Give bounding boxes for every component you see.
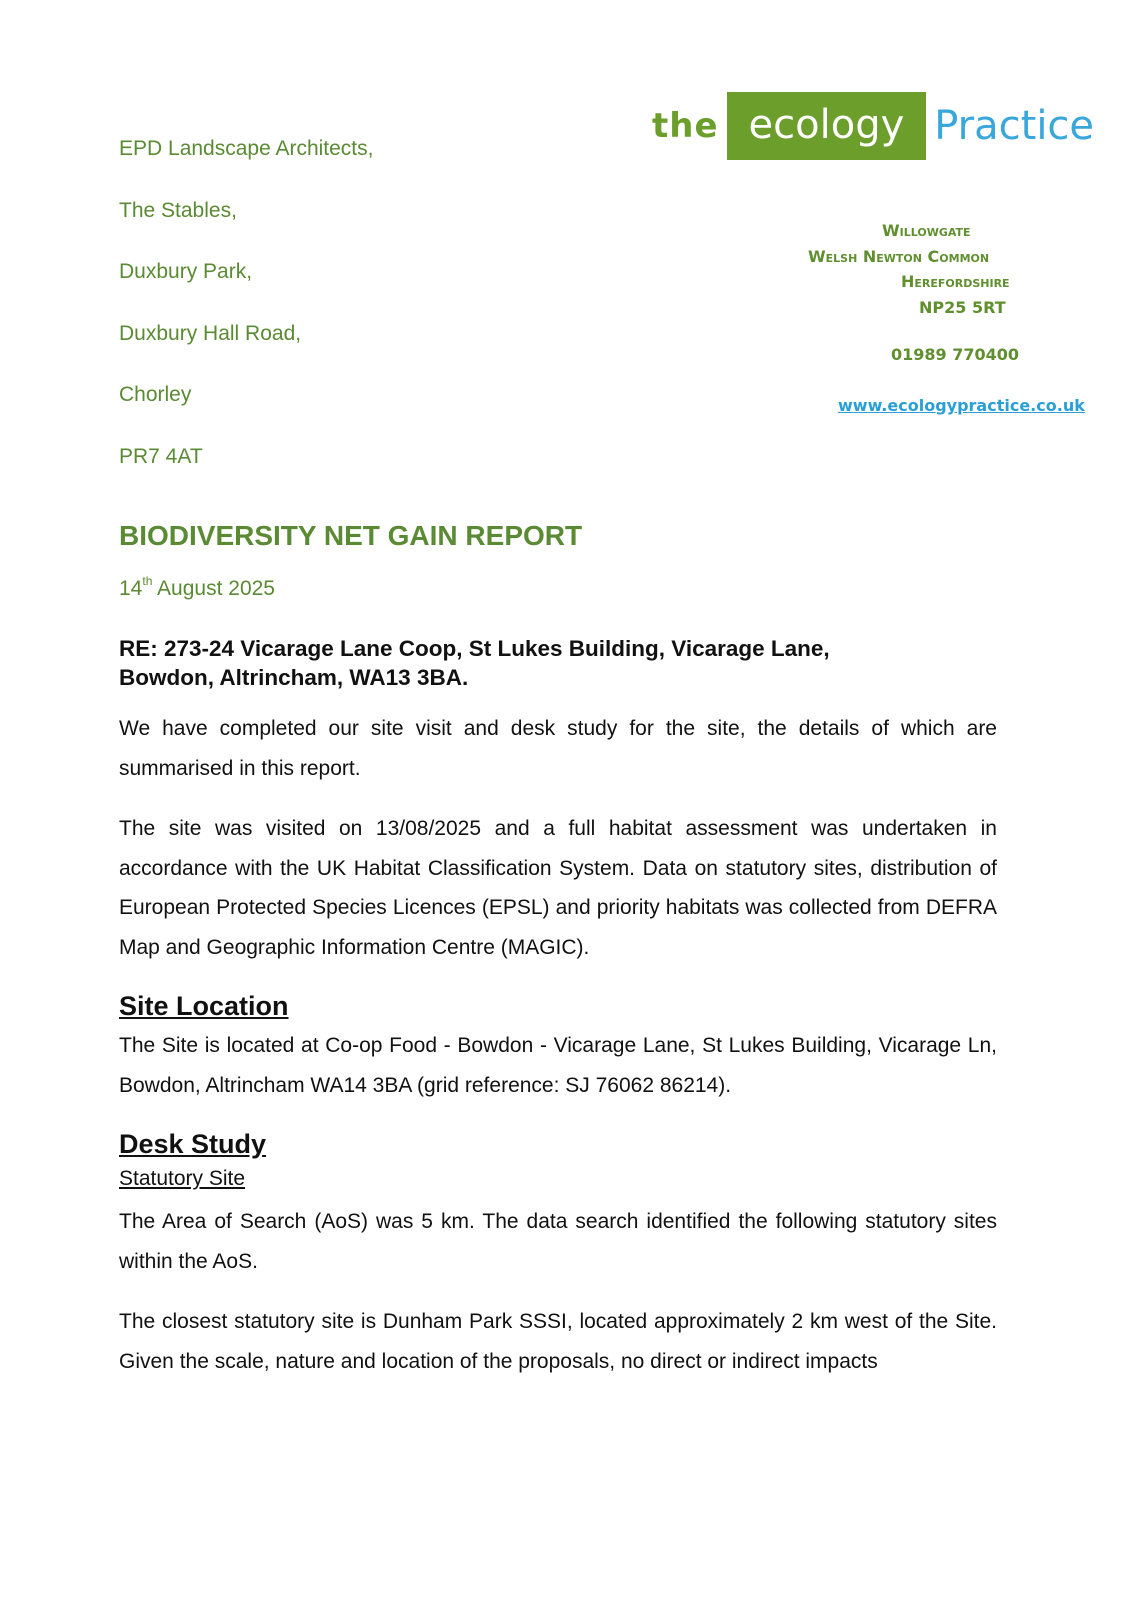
- recipient-line: EPD Landscape Architects,: [119, 137, 374, 160]
- statutory-site-subheading: Statutory Site: [119, 1167, 246, 1190]
- report-date-suffix: th: [142, 574, 153, 588]
- site-visit-paragraph: The site was visited on 13/08/2025 and a full habitat assessment was undertaken in accordance with the UK Habitat Classification System. Data on statutory sites, distribution of European Protected Species Licences (EPSL) and priority habitats was collected from DEFRA Map and Geographic Information Centre (MAGIC).: [119, 817, 997, 959]
- company-logo: [652, 92, 1094, 160]
- company-address: [782, 218, 1082, 320]
- recipient-line: Duxbury Hall Road,: [119, 321, 302, 345]
- company-phone: 01989 770400: [891, 345, 1020, 364]
- closest-statutory-site-paragraph: The closest statutory site is Dunham Park SSSI, located approximately 2 km west of the Site. Given the scale, nature and location of the proposals, no direct or indirect impacts: [119, 1310, 997, 1373]
- recipient-line: Duxbury Park,: [119, 260, 253, 283]
- logo-word-ecology: ecology: [727, 92, 927, 160]
- report-title: BIODIVERSITY NET GAIN REPORT: [119, 520, 583, 551]
- desk-study-heading: Desk Study: [119, 1129, 267, 1159]
- subject-line: [119, 634, 997, 692]
- recipient-line: PR7 4AT: [119, 444, 203, 468]
- recipient-line: The Stables,: [119, 198, 237, 222]
- logo-word-practice: Practice: [934, 103, 1095, 149]
- site-location-heading: Site Location: [119, 991, 289, 1021]
- recipient-address: [119, 134, 373, 503]
- company-postcode: NP25 5RT: [919, 297, 1006, 317]
- subject-line-2: Bowdon, Altrincham, WA13 3BA.: [119, 665, 469, 690]
- recipient-line: Chorley: [119, 383, 192, 406]
- report-date: [119, 576, 275, 601]
- report-body: [119, 634, 997, 1402]
- company-website-link[interactable]: www.ecologypractice.co.uk: [838, 396, 1085, 415]
- area-of-search-paragraph: The Area of Search (AoS) was 5 km. The data search identified the following statutory sites within the AoS.: [119, 1210, 997, 1273]
- company-address-line: Willowgate: [882, 221, 971, 240]
- logo-word-the: the: [652, 106, 719, 146]
- subject-line-1: RE: 273-24 Vicarage Lane Coop, St Lukes Building, Vicarage Lane,: [119, 636, 830, 661]
- intro-paragraph: We have completed our site visit and desk study for the site, the details of which are summarised in this report.: [119, 717, 997, 780]
- report-date-day: 14: [119, 577, 143, 600]
- company-address-line: Herefordshire: [901, 272, 1010, 291]
- report-date-month-year: August 2025: [152, 577, 275, 600]
- company-address-line: Welsh Newton Common: [808, 246, 990, 266]
- site-location-paragraph: The Site is located at Co-op Food - Bowdon - Vicarage Lane, St Lukes Building, Vicarage Ln, Bowdon, Altrincham WA14 3BA (grid reference: SJ 76062 86214).: [119, 1034, 997, 1097]
